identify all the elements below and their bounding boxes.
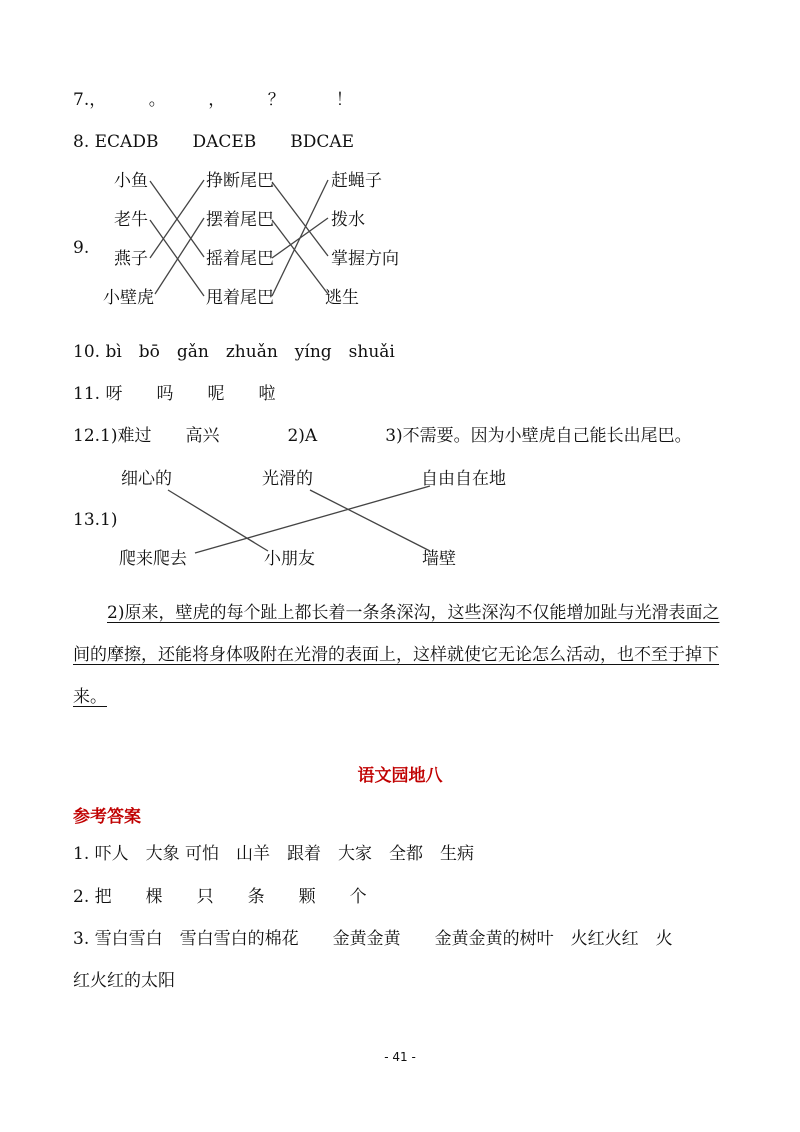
q9-middle-item: 摇着尾巴 bbox=[206, 249, 274, 269]
answer-title: 参考答案 bbox=[73, 807, 141, 827]
match-line bbox=[272, 182, 328, 256]
q9-right-item: 拨水 bbox=[331, 210, 365, 230]
q9-middle-item: 挣断尾巴 bbox=[206, 171, 274, 191]
q9-right-item: 赶蝇子 bbox=[331, 171, 382, 191]
answer-11: 11. 呀 吗 呢 啦 bbox=[73, 384, 276, 404]
answer-8: 8. ECADB DACEB BDCAE bbox=[73, 132, 355, 152]
q9-middle-item: 甩着尾巴 bbox=[206, 288, 274, 308]
match-line bbox=[310, 490, 430, 551]
q9-left-item: 燕子 bbox=[114, 249, 148, 269]
q13-bottom-item: 小朋友 bbox=[264, 549, 315, 569]
answer-7: 7.， 。 ， ？ ！ bbox=[73, 90, 353, 110]
q9-right-item: 掌握方向 bbox=[331, 249, 399, 269]
answer-a3-line2: 红火红的太阳 bbox=[73, 971, 175, 991]
q13-top-item: 细心的 bbox=[121, 469, 172, 489]
match-line bbox=[168, 490, 268, 551]
match-line bbox=[272, 180, 328, 296]
q9-right-item: 逃生 bbox=[325, 288, 359, 308]
answer-13-2 bbox=[73, 592, 729, 718]
q13-bottom-item: 墙壁 bbox=[422, 549, 456, 569]
q13-top-item: 光滑的 bbox=[262, 469, 313, 489]
answer-9-label: 9. bbox=[73, 238, 90, 258]
answer-a1: 1. 吓人 大象 可怕 山羊 跟着 大家 全都 生病 bbox=[73, 844, 475, 864]
q9-left-item: 老牛 bbox=[114, 210, 148, 230]
match-line bbox=[155, 218, 204, 294]
answer-13-label: 13.1) bbox=[73, 510, 118, 530]
q9-middle-item: 摆着尾巴 bbox=[206, 210, 274, 230]
match-line bbox=[272, 220, 328, 294]
q9-left-item: 小壁虎 bbox=[103, 288, 154, 308]
answer-a3-line1: 3. 雪白雪白 雪白雪白的棉花 金黄金黄 金黄金黄的树叶 火红火红 火 bbox=[73, 929, 673, 949]
q13-top-item: 自由自在地 bbox=[421, 469, 506, 489]
match-line bbox=[195, 486, 430, 553]
section-title: 语文园地八 bbox=[357, 766, 443, 786]
q13-bottom-item: 爬来爬去 bbox=[119, 549, 187, 569]
answer-12: 12.1)难过 高兴 2)A 3)不需要。因为小壁虎自己能长出尾巴。 bbox=[73, 426, 692, 446]
answer-a2: 2. 把 棵 只 条 颗 个 bbox=[73, 887, 367, 907]
page-number: - 41 - bbox=[384, 1050, 416, 1064]
q9-left-item: 小鱼 bbox=[114, 171, 148, 191]
answer-10: 10. bì bō gǎn zhuǎn yíng shuǎi bbox=[73, 342, 395, 362]
answer-13-2-text: 2)原来，壁虎的每个趾上都长着一条条深沟，这些深沟不仅能增加趾与光滑表面之间的摩擦，还能将身体吸附在光滑的表面上，这样就使它无论怎么活动，也不至于掉下来。 bbox=[73, 603, 720, 707]
